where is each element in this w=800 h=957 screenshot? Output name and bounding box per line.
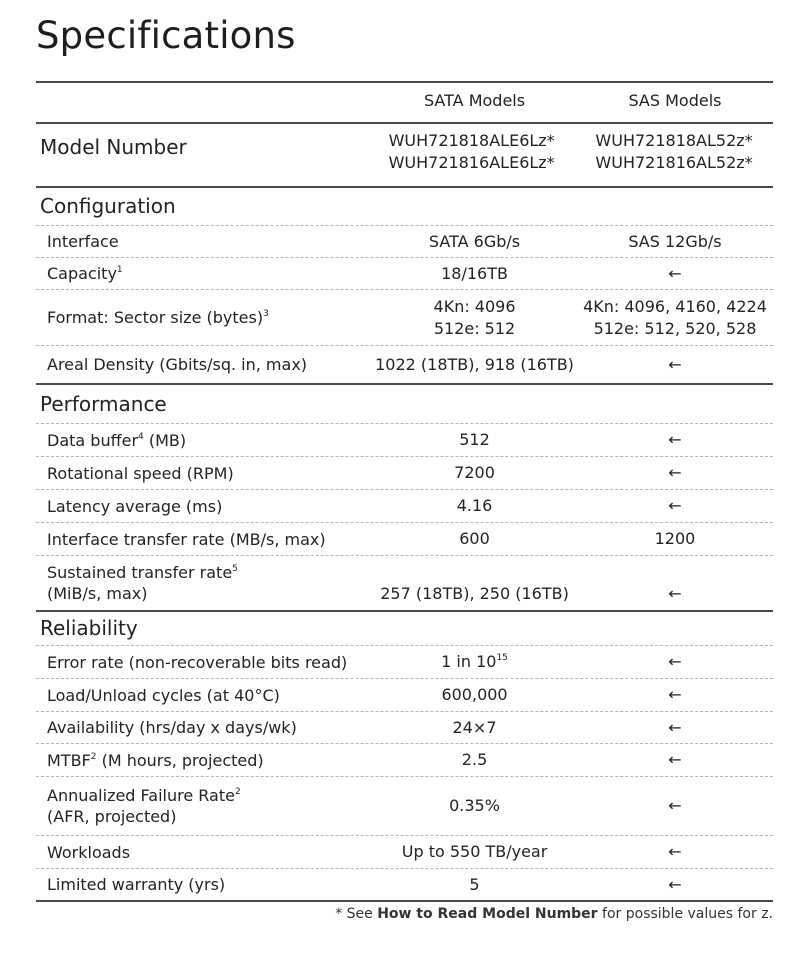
- model-number: WUH721818ALE6Lz*: [388, 131, 555, 150]
- sas-value-text: ←: [668, 463, 682, 482]
- sata-value-line: [372, 651, 577, 673]
- spec-label-text: Load/Unload cycles (at 40°C): [47, 685, 280, 705]
- sata-value-line: [372, 231, 577, 253]
- sata-value-line: [372, 462, 577, 484]
- spec-label-text: Annualized Failure Rate: [47, 786, 235, 805]
- spec-label-line: [47, 685, 372, 706]
- sata-value-line: [372, 296, 577, 318]
- sata-value-text: 4.16: [456, 496, 493, 515]
- sata-value: [372, 749, 577, 771]
- sas-value-text: ←: [668, 685, 682, 704]
- sata-value-line: [372, 318, 577, 340]
- spec-label-suffix: (M hours, projected): [96, 750, 264, 770]
- spec-row: [36, 556, 773, 612]
- spec-label-line: [47, 263, 372, 284]
- spec-label: [36, 785, 372, 827]
- section-heading-row: [36, 612, 773, 646]
- sas-value-line: [577, 263, 773, 285]
- spec-label-suffix: (MB): [143, 430, 187, 450]
- spec-label: [36, 874, 372, 895]
- spec-label-line: [47, 231, 372, 252]
- spec-label-line: [47, 652, 372, 673]
- spec-row: [36, 226, 773, 258]
- model-number-row: [36, 124, 773, 188]
- spec-label-line: [47, 307, 372, 328]
- spec-label-text: Data buffer: [47, 430, 139, 450]
- sas-value: [577, 495, 773, 517]
- sata-value-text: 257 (18TB), 250 (16TB): [380, 584, 569, 603]
- sas-value-line: [577, 795, 773, 817]
- spec-label: [36, 750, 372, 771]
- spec-row: [36, 646, 773, 679]
- footnote-marker: 2: [90, 751, 97, 762]
- sas-value-line: [577, 318, 773, 340]
- sas-value-text: 4Kn: 4096, 4160, 4224: [583, 296, 767, 316]
- spec-label-text: Interface: [47, 232, 119, 251]
- column-header-sas: SAS Models: [628, 90, 722, 110]
- spec-label-line: [47, 463, 372, 484]
- sata-value-text: 0.35%: [449, 796, 500, 815]
- sas-value-text: ←: [668, 496, 682, 515]
- sas-value-text: ←: [668, 750, 682, 769]
- spec-row: [36, 836, 773, 869]
- sas-value-text: SAS 12Gb/s: [628, 231, 722, 251]
- spec-label-text: Availability (hrs/day x days/wk): [47, 718, 297, 737]
- exponent: 15: [496, 653, 508, 663]
- spec-label-line: [47, 562, 372, 583]
- model-number-guide-reference: How to Read Model Number: [377, 906, 598, 922]
- sata-value-text: 2.5: [461, 750, 488, 769]
- sas-value-line: [577, 429, 773, 451]
- spec-label-text: Sustained transfer rate: [47, 563, 233, 582]
- spec-label-line: [47, 430, 372, 451]
- sas-value-text: ←: [668, 874, 682, 894]
- sas-value: [577, 583, 773, 610]
- sata-value-text: 24×7: [452, 717, 497, 737]
- spec-label-text: Interface transfer rate (MB/s, max): [47, 529, 326, 549]
- sata-value: [372, 495, 577, 517]
- spec-label-line: [47, 806, 372, 827]
- column-header-sata: SATA Models: [423, 90, 526, 110]
- spec-label-text: Format: Sector size (bytes): [47, 308, 264, 327]
- sas-value: [577, 354, 773, 376]
- sata-value-text: 7200: [454, 463, 495, 482]
- spec-label: [36, 231, 372, 252]
- spec-label-line: [47, 785, 372, 806]
- sata-model-numbers: [368, 130, 575, 174]
- sas-value-line: [577, 296, 773, 318]
- spec-row: [36, 490, 773, 523]
- sas-value-line: [577, 495, 773, 517]
- spec-label-line: [47, 583, 372, 604]
- sata-value: [372, 651, 577, 673]
- sas-value-line: [577, 231, 773, 253]
- sas-value: [577, 749, 773, 771]
- spec-label-text: (AFR, projected): [47, 807, 177, 826]
- model-number: WUH721818AL52z*: [595, 131, 753, 150]
- sas-value-line: [577, 874, 773, 896]
- sata-value-text: 512: [459, 430, 490, 449]
- spec-label: [36, 430, 372, 451]
- sata-value-line: [372, 263, 577, 285]
- sas-value: [577, 874, 773, 896]
- sata-value-line: [372, 795, 577, 817]
- sas-value-text: 1200: [654, 529, 696, 548]
- sas-value-text: ←: [668, 263, 682, 283]
- spec-row: [36, 424, 773, 457]
- spec-label: [36, 562, 372, 604]
- sas-value-line: [577, 749, 773, 771]
- spec-row: [36, 744, 773, 777]
- sas-value-line: [577, 717, 773, 739]
- sas-value-line: [577, 354, 773, 376]
- sata-value-line: [372, 684, 577, 706]
- footnote: * See How to Read Model Number for possible values for z.: [335, 906, 773, 922]
- specifications-table: [36, 81, 773, 902]
- section-heading: Reliability: [40, 616, 138, 640]
- model-number: WUH721816AL52z*: [595, 153, 753, 172]
- sas-value: [577, 795, 773, 817]
- spec-label-line: [47, 717, 372, 738]
- sas-value: [577, 684, 773, 706]
- sata-value-text: 600: [459, 529, 490, 548]
- spec-label: [36, 263, 372, 284]
- sas-value-text: 512e: 512, 520, 528: [593, 318, 757, 338]
- sas-value: [577, 296, 773, 340]
- spec-label: [36, 685, 372, 706]
- spec-label-line: [47, 750, 372, 771]
- sata-value-text: 600,000: [441, 685, 508, 704]
- spec-label-text: MTBF: [47, 750, 91, 770]
- sata-value-line: [372, 354, 577, 376]
- sata-value-line: [372, 749, 577, 771]
- sas-value-text: ←: [668, 717, 682, 737]
- sata-value-text: 4Kn: 4096: [433, 296, 516, 316]
- spec-label-line: [47, 842, 372, 863]
- sata-value-text: 5: [469, 874, 480, 894]
- sata-value: [372, 874, 577, 896]
- sas-value-line: [577, 841, 773, 863]
- sas-value-text: ←: [668, 354, 682, 374]
- spec-label: [36, 652, 372, 673]
- spec-label-text: Latency average (ms): [47, 496, 223, 516]
- footnote-marker: 2: [234, 787, 241, 797]
- sata-value: [372, 429, 577, 451]
- spec-row: [36, 777, 773, 836]
- sata-value-text: 1022 (18TB), 918 (16TB): [375, 354, 574, 374]
- spec-row: [36, 290, 773, 346]
- sata-value-line: [372, 528, 577, 550]
- sas-value: [577, 231, 773, 253]
- spec-row: [36, 523, 773, 556]
- spec-label-line: [47, 496, 372, 517]
- table-header-row: [36, 81, 773, 124]
- spec-label-text: (MiB/s, max): [47, 584, 148, 603]
- spec-label: [36, 307, 372, 328]
- sata-value-text: 18/16TB: [441, 263, 508, 283]
- spec-row: [36, 258, 773, 290]
- sata-value: [372, 231, 577, 253]
- spec-row: [36, 346, 773, 385]
- sas-model-numbers: [575, 130, 773, 174]
- sata-value-line: [372, 717, 577, 739]
- sata-value: [372, 583, 577, 610]
- spec-label: [36, 529, 372, 550]
- sas-value: [577, 651, 773, 673]
- model-number-label: Model Number: [40, 135, 187, 159]
- spec-label-text: Limited warranty (yrs): [47, 875, 226, 894]
- sas-value-text: ←: [668, 652, 682, 671]
- section-heading-row: [36, 385, 773, 424]
- sata-value-text: 512e: 512: [433, 318, 516, 338]
- sata-value-line: [372, 583, 577, 605]
- sata-value-text: Up to 550 TB/year: [401, 842, 548, 861]
- sata-value-line: [372, 429, 577, 451]
- model-number: WUH721816ALE6Lz*: [388, 153, 555, 172]
- sata-value: [372, 462, 577, 484]
- sata-value: [372, 296, 577, 340]
- sas-value: [577, 717, 773, 739]
- sata-value: [372, 841, 577, 863]
- sata-value-text: SATA 6Gb/s: [428, 231, 521, 251]
- sata-value-text: 1 in 10: [441, 652, 497, 671]
- sas-value-line: [577, 684, 773, 706]
- sata-value: [372, 795, 577, 817]
- footnote-marker: 3: [263, 309, 269, 319]
- spec-label-text: Capacity: [47, 264, 117, 283]
- footnote-marker: 1: [116, 265, 123, 275]
- spec-label: [36, 717, 372, 738]
- sas-value-line: [577, 651, 773, 673]
- spec-label-line: [47, 529, 372, 550]
- sas-value: [577, 462, 773, 484]
- sata-value-line: [372, 495, 577, 517]
- spec-label: [36, 496, 372, 517]
- page-title: Specifications: [36, 14, 296, 57]
- spec-label-line: [47, 354, 372, 375]
- sas-value: [577, 841, 773, 863]
- sas-value: [577, 528, 773, 550]
- spec-label: [36, 842, 372, 863]
- sas-value-line: [577, 528, 773, 550]
- spec-label-text: Areal Density (Gbits/sq. in, max): [47, 355, 308, 374]
- sas-value-text: ←: [668, 584, 682, 603]
- spec-label: [36, 463, 372, 484]
- spec-label-text: Rotational speed (RPM): [47, 463, 234, 483]
- footnote-marker: 5: [232, 564, 238, 574]
- sata-value: [372, 717, 577, 739]
- spec-row: [36, 457, 773, 490]
- sas-value-line: [577, 462, 773, 484]
- sata-value: [372, 684, 577, 706]
- sas-value-text: ←: [668, 430, 682, 449]
- sata-value: [372, 263, 577, 285]
- spec-label: [36, 354, 372, 375]
- sata-value: [372, 528, 577, 550]
- footnote-marker: 4: [138, 431, 144, 442]
- spec-row: [36, 679, 773, 712]
- section-heading: Configuration: [40, 194, 176, 218]
- sata-value: [372, 354, 577, 376]
- sata-value-line: [372, 841, 577, 863]
- spec-label-line: [47, 874, 372, 895]
- sas-value-text: ←: [668, 796, 682, 815]
- sas-value: [577, 263, 773, 285]
- spec-label-text: Error rate (non-recoverable bits read): [47, 652, 348, 672]
- spec-row: [36, 869, 773, 902]
- spec-row: [36, 712, 773, 744]
- section-heading-row: [36, 188, 773, 226]
- sata-value-line: [372, 874, 577, 896]
- spec-label-text: Workloads: [47, 842, 131, 862]
- sas-value: [577, 429, 773, 451]
- sas-value-text: ←: [668, 842, 682, 861]
- sas-value-line: [577, 583, 773, 605]
- section-heading: Performance: [40, 391, 167, 416]
